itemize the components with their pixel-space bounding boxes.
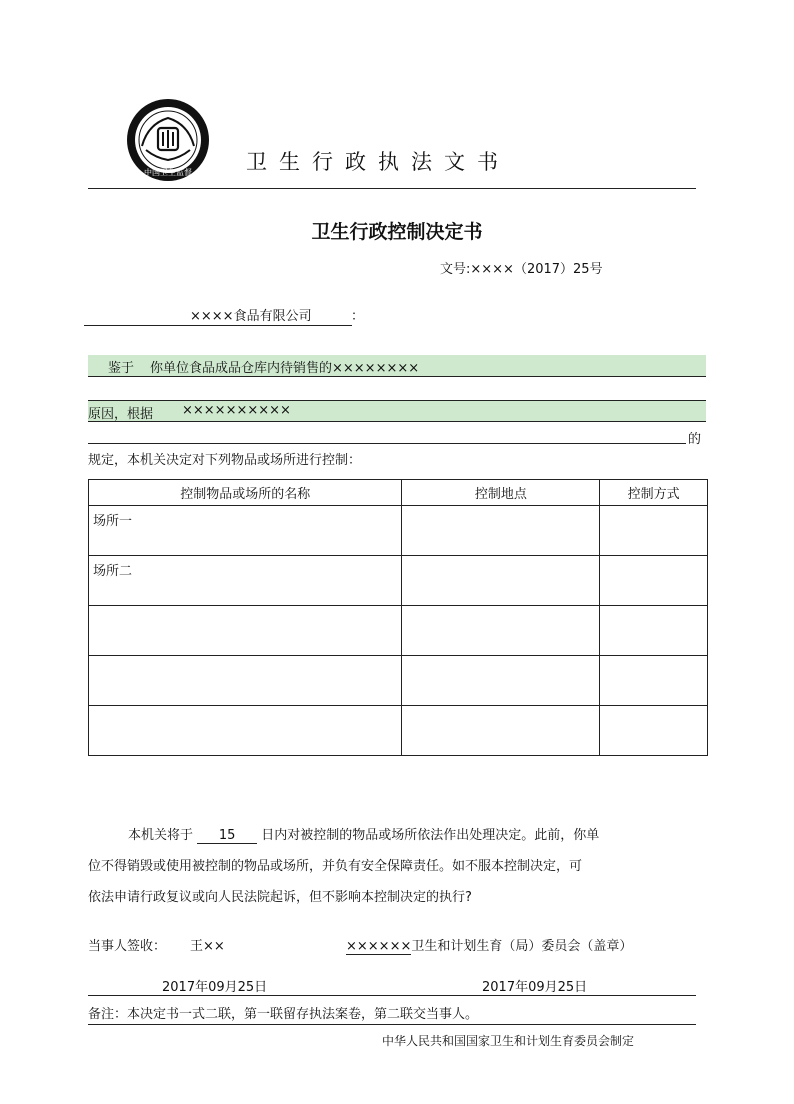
whereas-value[interactable]: 你单位食品成品仓库内待销售的×××××××× [150, 361, 420, 376]
table-cell[interactable] [600, 506, 708, 556]
header-item-name: 控制物品或场所的名称 [89, 480, 402, 506]
table-cell[interactable] [402, 656, 600, 706]
whereas-field[interactable] [88, 355, 706, 377]
table-cell[interactable] [89, 606, 402, 656]
table-row [89, 706, 708, 756]
basis-continuation-line [88, 443, 686, 444]
authority-rest: 卫生和计划生育（局）委员会（盖章） [411, 939, 633, 954]
addressee-colon: ： [351, 309, 365, 324]
table-cell[interactable] [402, 506, 600, 556]
document-number: 文号:××××（2017）25号 [440, 262, 603, 277]
header-rule [88, 188, 696, 189]
party-sign-date[interactable]: 2017年09月25日 [162, 980, 268, 995]
notes: 备注：本决定书一式二联，第一联留存执法案卷，第二联交当事人。 [88, 1007, 479, 1022]
table-cell[interactable] [89, 656, 402, 706]
table-cell[interactable] [600, 606, 708, 656]
paragraph-line1-rest: 日内对被控制的物品或场所依法作出处理决定。此前，你单 [261, 828, 600, 843]
table-cell[interactable] [402, 606, 600, 656]
authority-seal [346, 935, 632, 954]
table-row [89, 556, 708, 606]
table-cell[interactable] [402, 556, 600, 606]
emblem-text: 中国卫生监督 [144, 168, 192, 177]
notes-rule-top [88, 995, 696, 996]
table-cell[interactable] [600, 706, 708, 756]
table-cell[interactable] [600, 556, 708, 606]
table-header-row [89, 480, 708, 506]
paragraph-line-3: 依法申请行政复议或向人民法院起诉，但不影响本控制决定的执行? [88, 890, 472, 905]
header-title: 卫生行政执法文书 [246, 150, 510, 174]
control-items-table [88, 479, 708, 756]
header-location: 控制地点 [402, 480, 600, 506]
reason-value[interactable]: ×××××××××× [182, 403, 291, 418]
table-cell[interactable]: 场所一 [89, 506, 402, 556]
table-row [89, 606, 708, 656]
table-row [89, 656, 708, 706]
party-signature-name[interactable]: 王×× [190, 939, 225, 954]
whereas-label: 鉴于 [108, 361, 135, 376]
authority-name[interactable]: ×××××× [346, 939, 412, 954]
table-cell[interactable] [89, 706, 402, 756]
reason-label: 原因，根据 [88, 407, 154, 422]
basis-intro: 规定，本机关决定对下列物品或场所进行控制： [88, 453, 362, 468]
paragraph-prefix: 本机关将于 [128, 828, 194, 843]
footer-issuer: 中华人民共和国国家卫生和计划生育委员会制定 [382, 1034, 635, 1048]
table-cell[interactable] [402, 706, 600, 756]
authority-sign-date[interactable]: 2017年09月25日 [482, 980, 588, 995]
header-method: 控制方式 [600, 480, 708, 506]
addressee-name[interactable]: ××××食品有限公司 [190, 309, 312, 324]
document-title: 卫生行政控制决定书 [311, 221, 483, 243]
paragraph-line-2: 位不得销毁或使用被控制的物品或场所，并负有安全保障责任。如不服本控制决定，可 [88, 859, 583, 874]
health-supervision-emblem [126, 98, 210, 182]
notes-rule-bottom [88, 1024, 696, 1025]
table-cell[interactable]: 场所二 [89, 556, 402, 606]
party-signature-label: 当事人签收： [88, 939, 167, 954]
table-cell[interactable] [600, 656, 708, 706]
table-row [89, 506, 708, 556]
reason-field[interactable] [88, 400, 706, 422]
basis-de: 的 [688, 432, 702, 447]
days-field[interactable]: 15 [197, 828, 257, 844]
paragraph-line-1 [128, 824, 599, 844]
